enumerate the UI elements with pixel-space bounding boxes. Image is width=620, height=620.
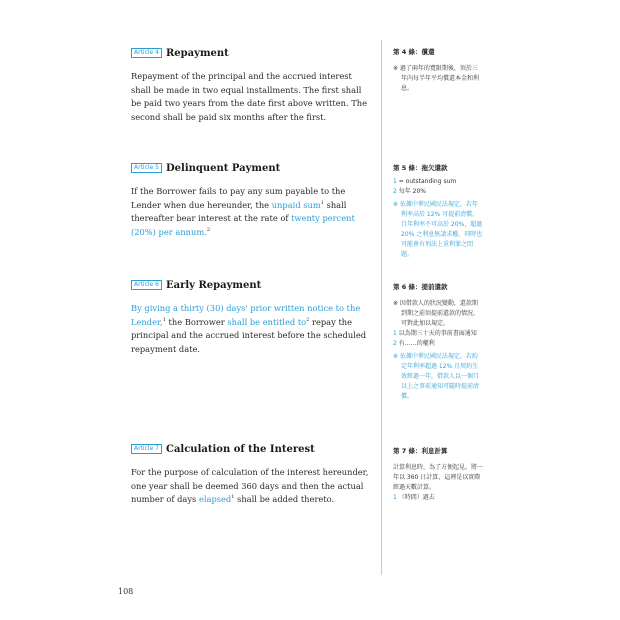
sidebar-article-6: [393, 282, 483, 402]
article-title: Early Repayment: [165, 279, 262, 291]
sidebar-article-5: [393, 163, 483, 260]
glossary-text: 每年 20%: [396, 188, 426, 195]
sidebar-heading: 第 6 條：提前還款: [393, 283, 448, 291]
article-body: [131, 185, 371, 239]
sidebar-note: ※ 依據中華民國民法規定，若年利率高於 12% 可提前清償，且年利率不可高於 20%，超過 20% 之利息無請求權，同時也可能會有刑法上重利罪之問題。: [393, 201, 483, 258]
glossary-number: 1: [393, 494, 397, 501]
article-body: [131, 466, 371, 507]
sidebar-note: ※ 依據中華民國民法規定，若約定年利率超過 12% 且契約生效經過一年，借款人以一個月以上之事前通知可隨時提前清償。: [393, 353, 480, 400]
article-body: [131, 70, 371, 124]
article-title: Delinquent Payment: [165, 162, 281, 174]
article-badge: Article 5: [131, 163, 162, 173]
sidebar-heading: 第 5 條：拖欠還款: [393, 164, 448, 172]
article-heading: [131, 45, 371, 61]
article-6: [131, 277, 371, 356]
glossary-entry: [393, 187, 483, 197]
article-title: Repayment: [165, 47, 229, 59]
highlighted-phrase: unpaid sum: [271, 199, 321, 210]
sidebar-paragraph: 計算利息時，為了方便起見，將一年以 360 日計算，這裡是以實際經過天數計算。: [393, 464, 484, 491]
sidebar-article-7: [393, 446, 483, 503]
highlighted-phrase: elapsed: [198, 494, 232, 505]
glossary-entry: [393, 339, 483, 349]
article-5: [131, 160, 371, 239]
glossary-text: 以為期三十天的事前書面通知: [396, 330, 477, 337]
body-text: For the purpose of calculation of the interest hereunder, one year shall be deemed 360 days and then the actual number of days: [131, 467, 369, 505]
article-heading: [131, 277, 371, 293]
body-text: If the Borrower fails to pay any sum payable to the Lender when due hereunder, the: [131, 186, 346, 210]
glossary-entry: [393, 493, 483, 503]
glossary-number: 1: [393, 178, 397, 185]
article-7: [131, 441, 371, 507]
body-text: shall thereafter bear interest at the rate of: [131, 199, 347, 224]
article-badge: Article 6: [131, 280, 162, 290]
footnote-marker: 1: [231, 494, 235, 501]
sidebar-heading: 第 4 條：償還: [393, 48, 435, 56]
article-badge: Article 4: [131, 48, 162, 58]
body-text: shall be added thereto.: [234, 494, 335, 505]
page-number: 108: [118, 587, 134, 596]
glossary-text: 有……的權利: [396, 340, 435, 347]
glossary-number: 2: [393, 340, 397, 347]
sidebar-article-4: [393, 47, 483, 94]
body-text: the Borrower: [165, 316, 228, 327]
body-text: repay the principal and the accrued interest before the scheduled repayment date.: [131, 316, 367, 354]
sidebar-note: ※ 因借款人的狀況變動，還款期到期之前須提前還款的情況，可對此加以規定。: [393, 300, 480, 327]
glossary-number: 1: [393, 330, 397, 337]
glossary-number: 2: [393, 188, 397, 195]
glossary-entry: [393, 329, 483, 339]
highlighted-phrase: shall be entitled to: [227, 316, 307, 327]
sidebar-heading: 第 7 條：利息計算: [393, 447, 448, 455]
footnote-marker: 1: [320, 199, 324, 206]
article-title: Calculation of the Interest: [165, 443, 315, 455]
body-text: Repayment of the principal and the accrued interest shall be made in two equal installments. The first shall be paid two years from the date first above written. The second shall be paid six months after the first.: [131, 71, 368, 122]
article-body: [131, 302, 371, 356]
glossary-entry: [393, 177, 483, 187]
article-heading: [131, 160, 371, 176]
highlighted-phrase: By giving a thirty (30) days' prior written notice to the Lender,: [131, 303, 361, 327]
footnote-marker: 2: [306, 316, 310, 323]
footnote-marker: 1: [162, 316, 166, 323]
footnote-marker: 2: [206, 227, 211, 234]
sidebar-note: ※ 過了兩年的寬限期後，須於三年內每半年平均償還本金和利息。: [393, 65, 480, 92]
highlighted-phrase: twenty percent (20%) per annum.: [131, 213, 355, 237]
column-divider: [381, 40, 382, 575]
article-badge: Article 7: [131, 444, 162, 454]
article-4: [131, 45, 371, 124]
article-heading: [131, 441, 371, 457]
glossary-text: （時間）過去: [396, 494, 435, 501]
glossary-text: = outstanding sum: [396, 178, 457, 185]
